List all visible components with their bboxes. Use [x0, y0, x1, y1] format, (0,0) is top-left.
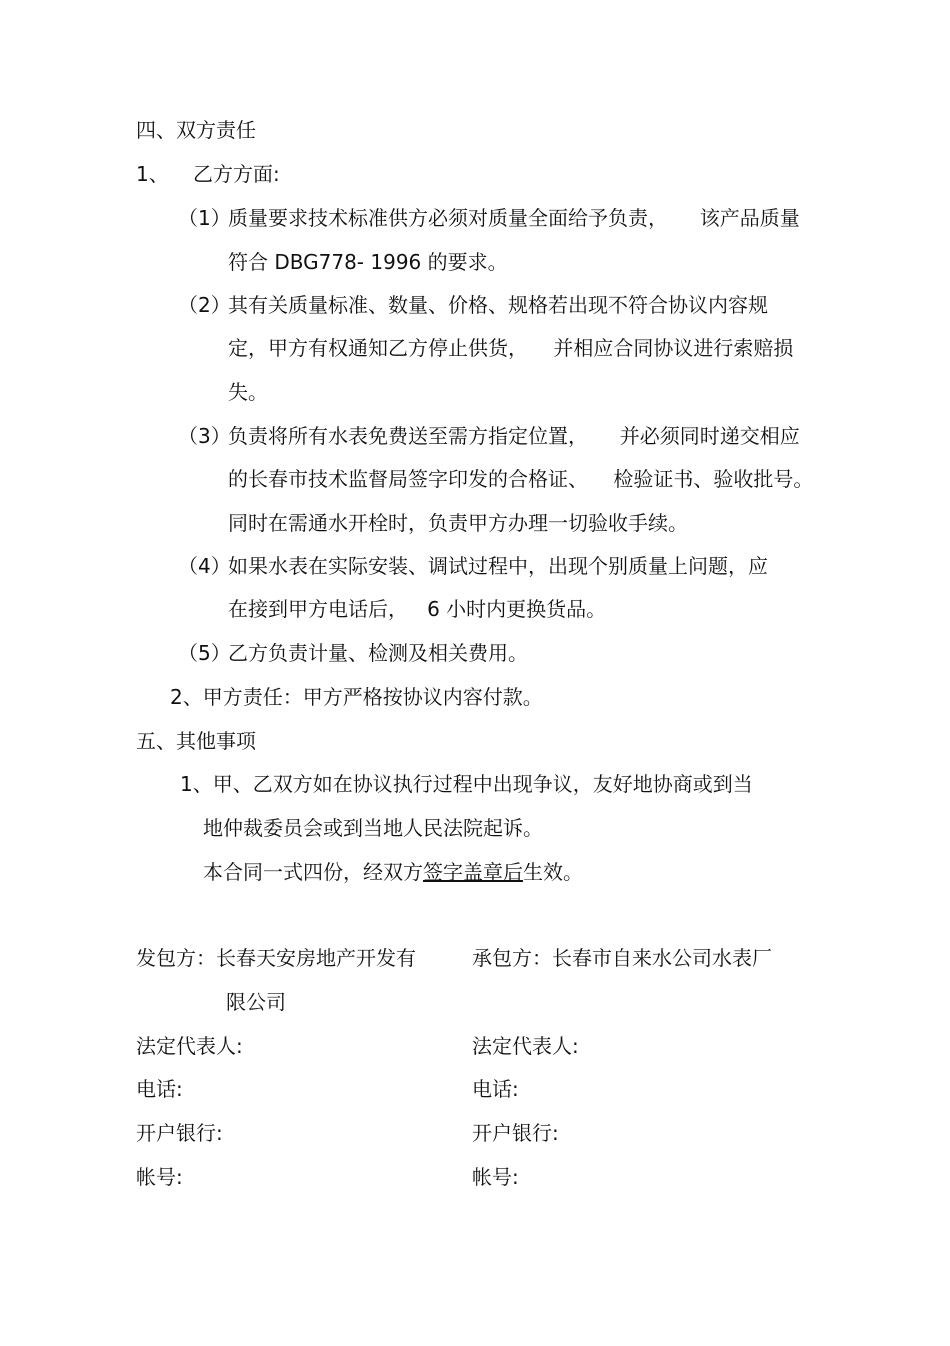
- contractor-account-label: 帐号:: [472, 1165, 519, 1189]
- client-phone-label: 电话:: [136, 1077, 183, 1101]
- section-4-heading: 四、双方责任: [136, 118, 256, 142]
- item-2-line-1: 其有关质量标准、数量、价格、规格若出现不符合协议内容规: [228, 293, 768, 317]
- item-4-line-2: 在接到甲方电话后， 6 小时内更换货品。: [228, 597, 607, 621]
- copies-text-start: 本合同一式四份，经双方: [203, 860, 423, 884]
- copies-clause: [203, 858, 583, 886]
- contractor-phone-label: 电话:: [472, 1077, 519, 1101]
- item-3-line-2: 的长春市技术监督局签字印发的合格证、 检验证书、验收批号。: [228, 467, 814, 491]
- client-party-name-continued: 限公司: [226, 990, 286, 1014]
- contractor-party-name: 承包方：长春市自来水公司水表厂: [472, 946, 772, 970]
- dispute-line-2: 地仲裁委员会或到当地人民法院起诉。: [203, 816, 543, 840]
- item-2-line-3: 失。: [228, 380, 268, 404]
- item-3-number: （3）: [178, 424, 231, 448]
- client-account-label: 帐号:: [136, 1165, 183, 1189]
- party-b-number: 1、: [136, 162, 169, 186]
- client-bank-label: 开户银行:: [136, 1121, 223, 1145]
- item-3-line-3: 同时在需通水开栓时，负责甲方办理一切验收手续。: [228, 511, 688, 535]
- item-1-line-2: 符合 DBG778- 1996 的要求。: [228, 250, 508, 274]
- item-2-number: （2）: [178, 293, 231, 317]
- item-4-number: （4）: [178, 554, 231, 578]
- party-b-label: 乙方方面:: [193, 162, 280, 186]
- copies-underlined-text: 签字盖章后: [423, 860, 523, 884]
- item-4-line-1: 如果水表在实际安装、调试过程中，出现个别质量上问题，应: [228, 554, 768, 578]
- section-5-heading: 五、其他事项: [136, 729, 256, 753]
- contractor-legal-rep-label: 法定代表人:: [472, 1034, 579, 1058]
- item-1-number: （1）: [178, 206, 231, 230]
- party-a-responsibility: 2、甲方责任：甲方严格按协议内容付款。: [170, 685, 543, 709]
- item-5-line-1: 乙方负责计量、检测及相关费用。: [228, 641, 528, 665]
- item-5-number: （5）: [178, 641, 231, 665]
- copies-text-end: 生效。: [523, 860, 583, 884]
- item-1-line-1: 质量要求技术标准供方必须对质量全面给予负责， 该产品质量: [228, 206, 800, 230]
- item-3-line-1: 负责将所有水表免费送至需方指定位置， 并必须同时递交相应: [228, 424, 800, 448]
- dispute-line-1: 1、甲、乙双方如在协议执行过程中出现争议，友好地协商或到当: [180, 772, 753, 796]
- client-legal-rep-label: 法定代表人:: [136, 1034, 243, 1058]
- item-2-line-2: 定，甲方有权通知乙方停止供货， 并相应合同协议进行索赔损: [228, 336, 794, 360]
- client-party-name: 发包方：长春天安房地产开发有: [136, 946, 416, 970]
- contractor-bank-label: 开户银行:: [472, 1121, 559, 1145]
